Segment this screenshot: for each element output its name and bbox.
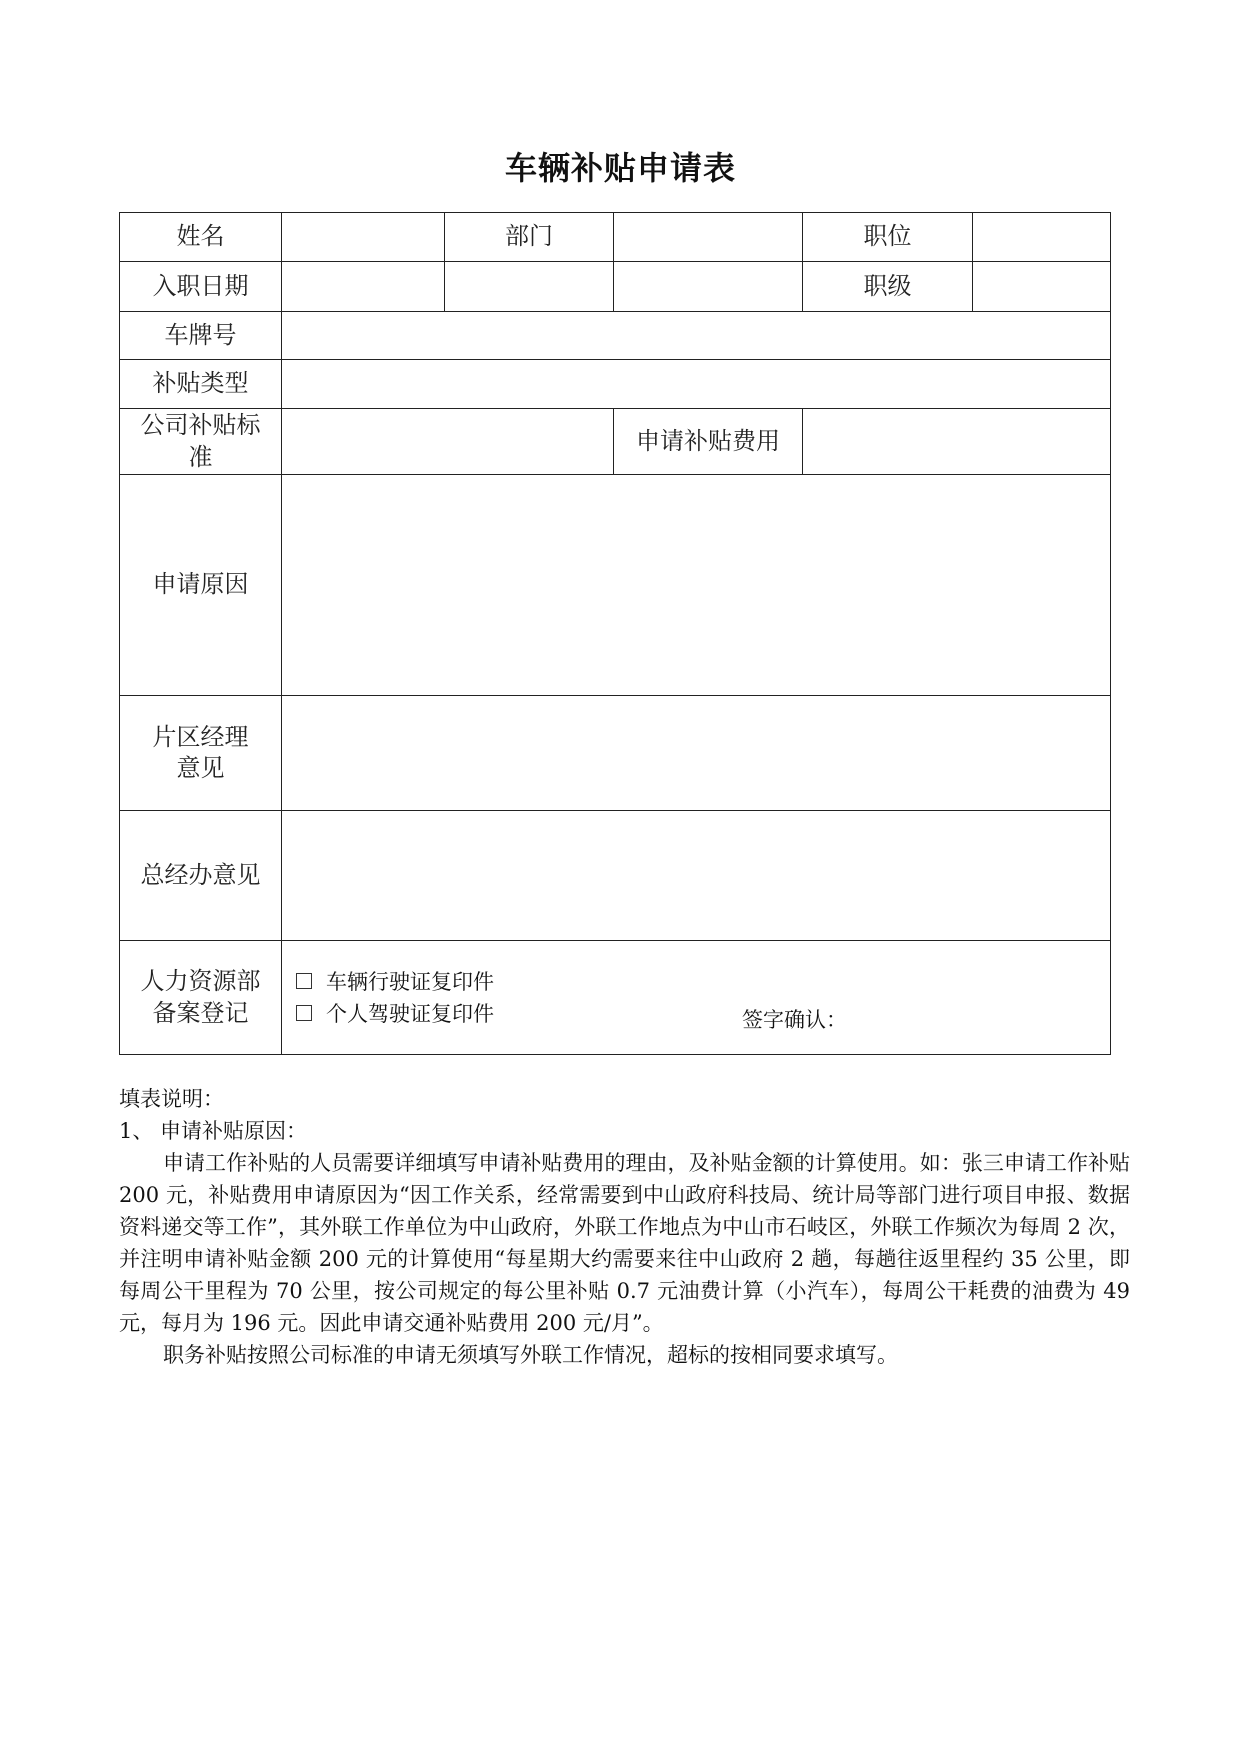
company-standard-label: 公司补贴标准	[120, 409, 282, 475]
reason-label: 申请原因	[120, 475, 282, 696]
dept-label: 部门	[445, 213, 614, 262]
application-form-table	[119, 212, 1111, 1055]
hr-check-license[interactable]	[296, 966, 1110, 998]
hire-date-field-1[interactable]	[282, 262, 445, 312]
hr-check2-text: 个人驾驶证复印件	[326, 1001, 494, 1026]
hire-date-field-3[interactable]	[614, 262, 803, 312]
area-manager-field[interactable]	[282, 696, 1111, 811]
hire-date-field-2[interactable]	[445, 262, 614, 312]
dept-field[interactable]	[614, 213, 803, 262]
apply-fee-label: 申请补贴费用	[614, 409, 803, 475]
reason-field[interactable]	[282, 475, 1111, 696]
notes-section	[119, 1083, 1130, 1371]
hr-check-driver[interactable]	[296, 998, 1110, 1030]
checkbox-icon[interactable]	[296, 973, 312, 989]
page-title: 车辆补贴申请表	[504, 149, 736, 187]
checkbox-icon[interactable]	[296, 1005, 312, 1021]
hr-label: 人力资源部备案登记	[120, 941, 282, 1055]
position-field[interactable]	[973, 213, 1111, 262]
gm-office-field[interactable]	[282, 811, 1111, 941]
hr-check1-text: 车辆行驶证复印件	[326, 969, 494, 994]
plate-label: 车牌号	[120, 312, 282, 360]
hire-date-label: 入职日期	[120, 262, 282, 312]
subsidy-type-label: 补贴类型	[120, 360, 282, 409]
notes-para2: 职务补贴按照公司标准的申请无须填写外联工作情况，超标的按相同要求填写。	[163, 1343, 898, 1367]
name-label: 姓名	[120, 213, 282, 262]
name-field[interactable]	[282, 213, 445, 262]
company-standard-field[interactable]	[282, 409, 614, 475]
plate-field[interactable]	[282, 312, 1111, 360]
position-label: 职位	[803, 213, 973, 262]
notes-item1: 1、 申请补贴原因：	[119, 1119, 308, 1143]
subsidy-type-field[interactable]	[282, 360, 1111, 409]
level-field[interactable]	[973, 262, 1111, 312]
notes-heading: 填表说明：	[119, 1087, 224, 1111]
gm-office-label: 总经办意见	[120, 811, 282, 941]
hr-record-cell	[282, 941, 1111, 1055]
area-manager-label: 片区经理意见	[120, 696, 282, 811]
level-label: 职级	[803, 262, 973, 312]
apply-fee-field[interactable]	[803, 409, 1111, 475]
notes-para1: 申请工作补贴的人员需要详细填写申请补贴费用的理由，及补贴金额的计算使用。如：张三申请工作补贴 200 元，补贴费用申请原因为“因工作关系，经常需要到中山政府科技局、统计局等部门进行项目申报、数据资料递交等工作”，其外联工作单位为中山政府，外联工作地点为中山市石岐区，外联工作频次为每周 2 次，并注明申请补贴金额 200 元的计算使用“每星期大约需要来往中山政府 2 趟，每趟往返里程约 35 公里，即每周公干里程为 70 公里，按公司规定的每公里补贴 0.7 元油费计算（小汽车），每周公干耗费的油费为 49 元，每月为 196 元。因此申请交通补贴费用 200 元/月”。	[119, 1151, 1130, 1335]
sign-label: 签字确认：	[742, 1008, 847, 1032]
